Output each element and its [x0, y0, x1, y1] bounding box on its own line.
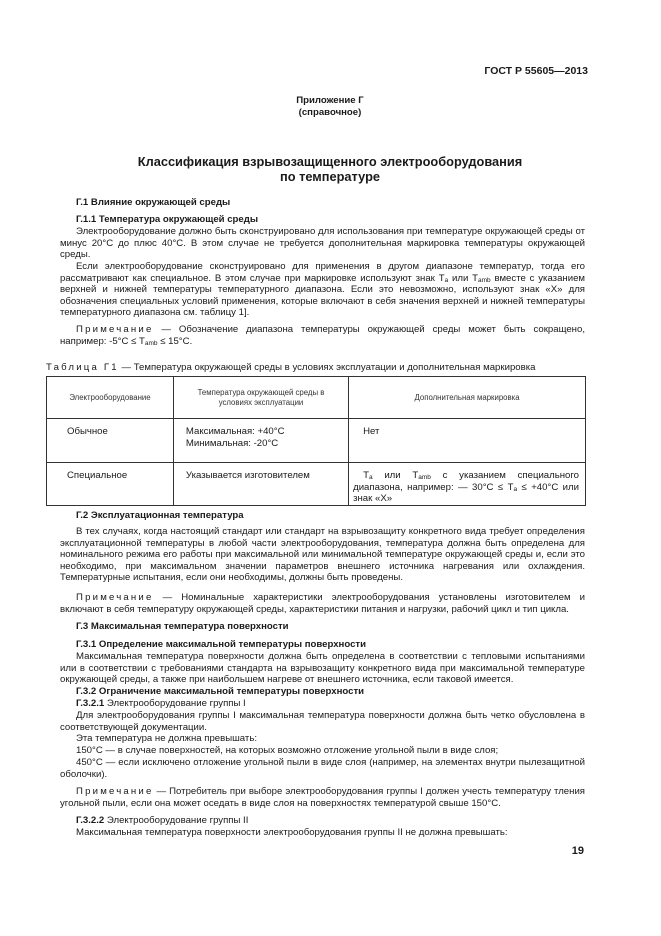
section-g32-heading: Г.3.2 Ограничение максимальной температуры поверхности: [76, 686, 365, 697]
table-cell-equipment: Обычное: [47, 419, 174, 463]
page-number: 19: [571, 845, 584, 857]
section-g2-heading: Г.2 Эксплуатационная температура: [76, 510, 244, 521]
page-title: [60, 154, 600, 184]
title-line-2: по температуре: [279, 169, 381, 184]
section-g11-paragraph-2: Если электрооборудование сконструировано для применения в другом диапазоне температур, тогда его рассматривают как специальное. В этом случае при маркировке используют знак $T_a$ или $T_{amb}$ вместе с указанием верхней и нижней температуры температурного диапазона. Если это невозможно, используют знак «Х» для обозначения специальных условий применения, которые включают в себя значения верхней и нижней температуры температурного диапазона см. таблицу 1].: [60, 261, 586, 318]
section-g2-note: Примечание — Номинальные характеристики электрооборудования установлены изготовителем и включают в себя температуру окружающей среды, характеристики питания и нагрузки, рабочий цикл и тип цикла.: [60, 592, 585, 615]
section-g2-paragraph: В тех случаях, когда настоящий стандарт или стандарт на взрывозащиту конкретного вида требует определения эксплуатационной температуры в любой части электрооборудования, температура должна быть определена для номинального режима его работы при максимальной или минимальной температуре окружающей среды и, если это необходимо, при максимальном значении параметров внешнего источника нагревания или охлаждения. Температурные испытания, если они необходимы, должны быть проведены.: [60, 526, 585, 583]
annex-label: Приложение Г: [296, 95, 364, 106]
table-header-temperature: Температура окружающей среды в условиях эксплуатации: [173, 377, 348, 419]
list-item: 150°С — в случае поверхностей, на которых возможно отложение угольной пыли в виде слоя;: [76, 745, 499, 756]
section-g321-paragraph: Для электрооборудования группы I максимальная температура поверхности должна быть четко обусловлена в соответствующей документации.: [60, 710, 585, 733]
section-g321-note: Примечание — Потребитель при выборе электрооборудования группы I должен учесть температуру тления угольной пыли, если она может оседать в виде слоя на поверхностях температурой свыше 150°С.: [60, 786, 585, 809]
table-cell-marking: $T_a$ или $T_{amb}$ с указанием специального диапазона, например: — $30^\circ С \le T_a \le +40^\circ С$ или знак «Х»: [349, 463, 586, 506]
section-g322-heading: Г.3.2.2 Электрооборудование группы II: [76, 815, 249, 826]
table-cell-equipment: Специальное: [47, 463, 174, 506]
annex-type: (справочное): [298, 106, 362, 118]
table-header-marking: Дополнительная маркировка: [349, 377, 586, 419]
annex-heading: [230, 95, 430, 118]
table-row: [47, 463, 586, 506]
table-caption-text: — Температура окружающей среды в условиях эксплуатации и дополнительная маркировка: [118, 362, 536, 373]
section-g11-note: Примечание — Обозначение диапазона температуры окружающей среды может быть сокращено, например: $-5^\circ С \le T_{amb} \le 15^\circ С$.: [60, 324, 585, 347]
table-cell-temperature: Максимальная: +40°С Минимальная: -20°С: [173, 419, 348, 463]
section-g31-heading: Г.3.1 Определение максимальной температуры поверхности: [76, 639, 366, 650]
table-header-equipment: Электрооборудование: [47, 377, 174, 419]
section-g1-heading: Г.1 Влияние окружающей среды: [76, 197, 231, 208]
section-g321-heading: Г.3.2.1 Электрооборудование группы I: [76, 698, 246, 709]
section-g11-paragraph-1: Электрооборудование должно быть сконструировано для использования при температуре окружающей среды от минус 20°С до плюс 40°С. В этом случае не требуется дополнительная маркировка температуры окружающей среды.: [60, 226, 585, 260]
standard-number: ГОСТ Р 55605—2013: [484, 65, 588, 77]
table-caption: [46, 362, 606, 374]
section-g321-paragraph-2: Эта температура не должна превышать:: [76, 733, 257, 744]
table-cell-marking: Нет: [349, 419, 586, 463]
table-header-row: [47, 377, 586, 419]
section-g3-heading: Г.3 Максимальная температура поверхности: [76, 621, 289, 632]
note-label: Примечание: [76, 592, 154, 603]
table-cell-temperature: Указывается изготовителем: [173, 463, 348, 506]
note-label: Примечание: [76, 324, 154, 335]
section-g31-paragraph: Максимальная температура поверхности должна быть определена в соответствии с тепловыми испытаниями или в соответствии с требованиями стандарта на взрывозащиту конкретного вида при максимальной температуре окружающей среды, а также при наибольшем нагреве от внешнего источника, если таковой имеется.: [60, 651, 585, 685]
list-item: 450°С — если исключено отложение угольной пыли в виде слоя (например, на элементах внутри пылезащитной оболочки).: [60, 757, 585, 780]
table-row: [47, 419, 586, 463]
note-label: Примечание: [76, 786, 154, 797]
section-g322-paragraph: Максимальная температура поверхности электрооборудования группы II не должна превышать:: [76, 827, 508, 838]
table-g1: [46, 376, 586, 506]
title-line-1: Классификация взрывозащищенного электрооборудования: [137, 154, 523, 169]
table-caption-label: Таблица Г1: [46, 362, 119, 373]
section-g11-heading: Г.1.1 Температура окружающей среды: [76, 214, 259, 225]
